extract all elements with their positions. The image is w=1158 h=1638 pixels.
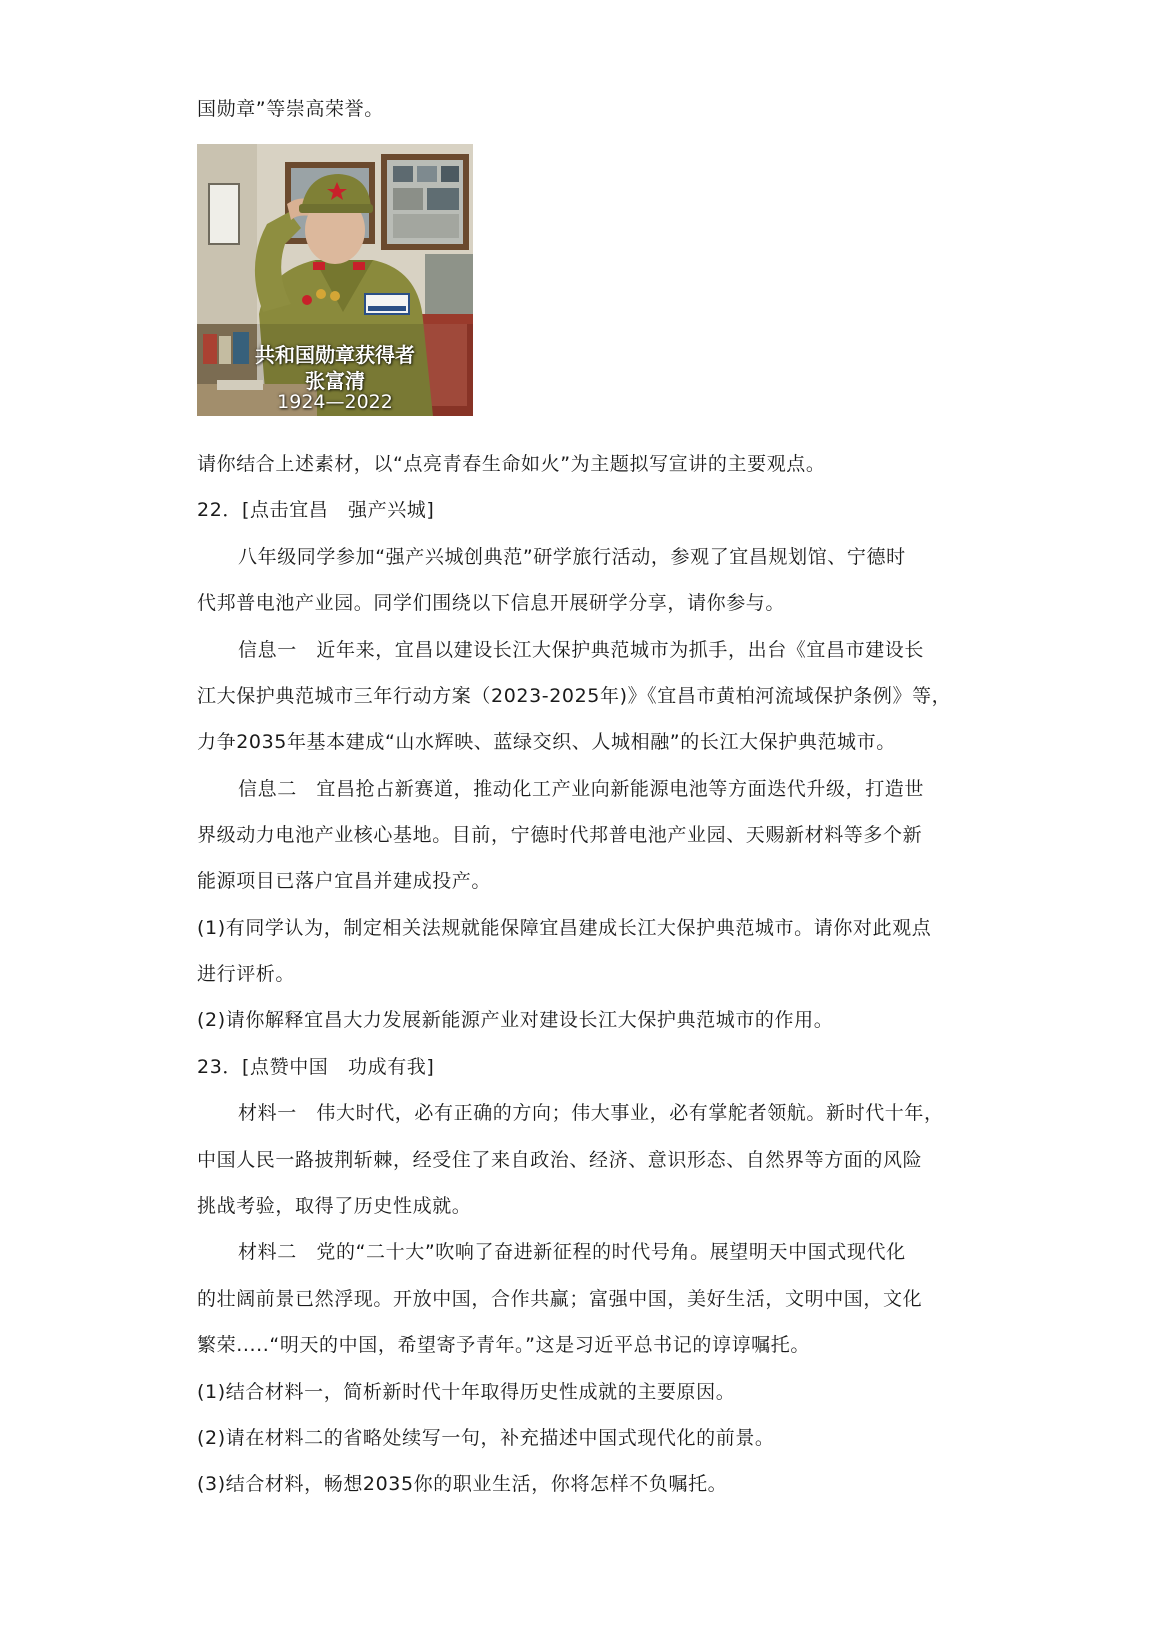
text-line: 材料一 伟大时代，必有正确的方向；伟大事业，必有掌舵者领航。新时代十年， [238,1102,944,1124]
text-line: 八年级同学参加“强产兴城创典范”研学旅行活动，参观了宜昌规划馆、宁德时 [238,546,906,568]
text-line: 信息一 近年来，宜昌以建设长江大保护典范城市为抓手，出台《宜昌市建设长 [238,639,925,661]
text-line: 信息二 宜昌抢占新赛道，推动化工产业向新能源电池等方面迭代升级，打造世 [238,778,925,800]
photo-caption-title: 共和国勋章获得者 [255,343,415,367]
text-line: 繁荣.....“明天的中国，希望寄予青年。”这是习近平总书记的谆谆嘱托。 [197,1334,810,1356]
text-line: 江大保护典范城市三年行动方案（2023-2025年)》《宜昌市黄柏河流域保护条例》等， [197,685,952,707]
text-line: 中国人民一路披荆斩棘，经受住了来自政治、经济、意识形态、自然界等方面的风险 [197,1149,923,1171]
text-line-prompt: 请你结合上述素材，以“点亮青春生命如火”为主题拟写宣讲的主要观点。 [197,453,826,475]
photo-caption-name: 张富清 [305,369,365,393]
text-line: 能源项目已落户宜昌并建成投产。 [197,870,492,892]
text-line: 代邦普电池产业园。同学们围绕以下信息开展研学分享，请你参与。 [197,592,786,614]
sub-question: (1)结合材料一，简析新时代十年取得历史性成就的主要原因。 [197,1381,736,1403]
text-line: 进行评析。 [197,963,296,985]
text-line: 挑战考验，取得了历史性成就。 [197,1195,472,1217]
text-line-honor: 国勋章”等崇高荣誉。 [197,98,384,120]
sub-question: (2)请在材料二的省略处续写一句，补充描述中国式现代化的前景。 [197,1427,775,1449]
text-line: 界级动力电池产业核心基地。目前，宁德时代邦普电池产业园、天赐新材料等多个新 [197,824,923,846]
question-22-heading: 22．[点击宜昌 强产兴城] [197,499,435,521]
sub-question: (2)请你解释宜昌大力发展新能源产业对建设长江大保护典范城市的作用。 [197,1009,834,1031]
sub-question: (1)有同学认为，制定相关法规就能保障宜昌建成长江大保护典范城市。请你对此观点 [197,917,932,939]
text-line: 力争2035年基本建成“山水辉映、蓝绿交织、人城相融”的长江大保护典范城市。 [197,731,896,753]
text-line: 材料二 党的“二十大”吹响了奋进新征程的时代号角。展望明天中国式现代化 [238,1241,906,1263]
portrait-photo [197,144,473,416]
text-line: 的壮阔前景已然浮现。开放中国，合作共赢；富强中国，美好生活，文明中国，文化 [197,1288,923,1310]
question-23-heading: 23．[点赞中国 功成有我] [197,1056,435,1078]
photo-caption-years: 1924—2022 [277,391,393,413]
sub-question: (3)结合材料，畅想2035你的职业生活，你将怎样不负嘱托。 [197,1473,728,1495]
